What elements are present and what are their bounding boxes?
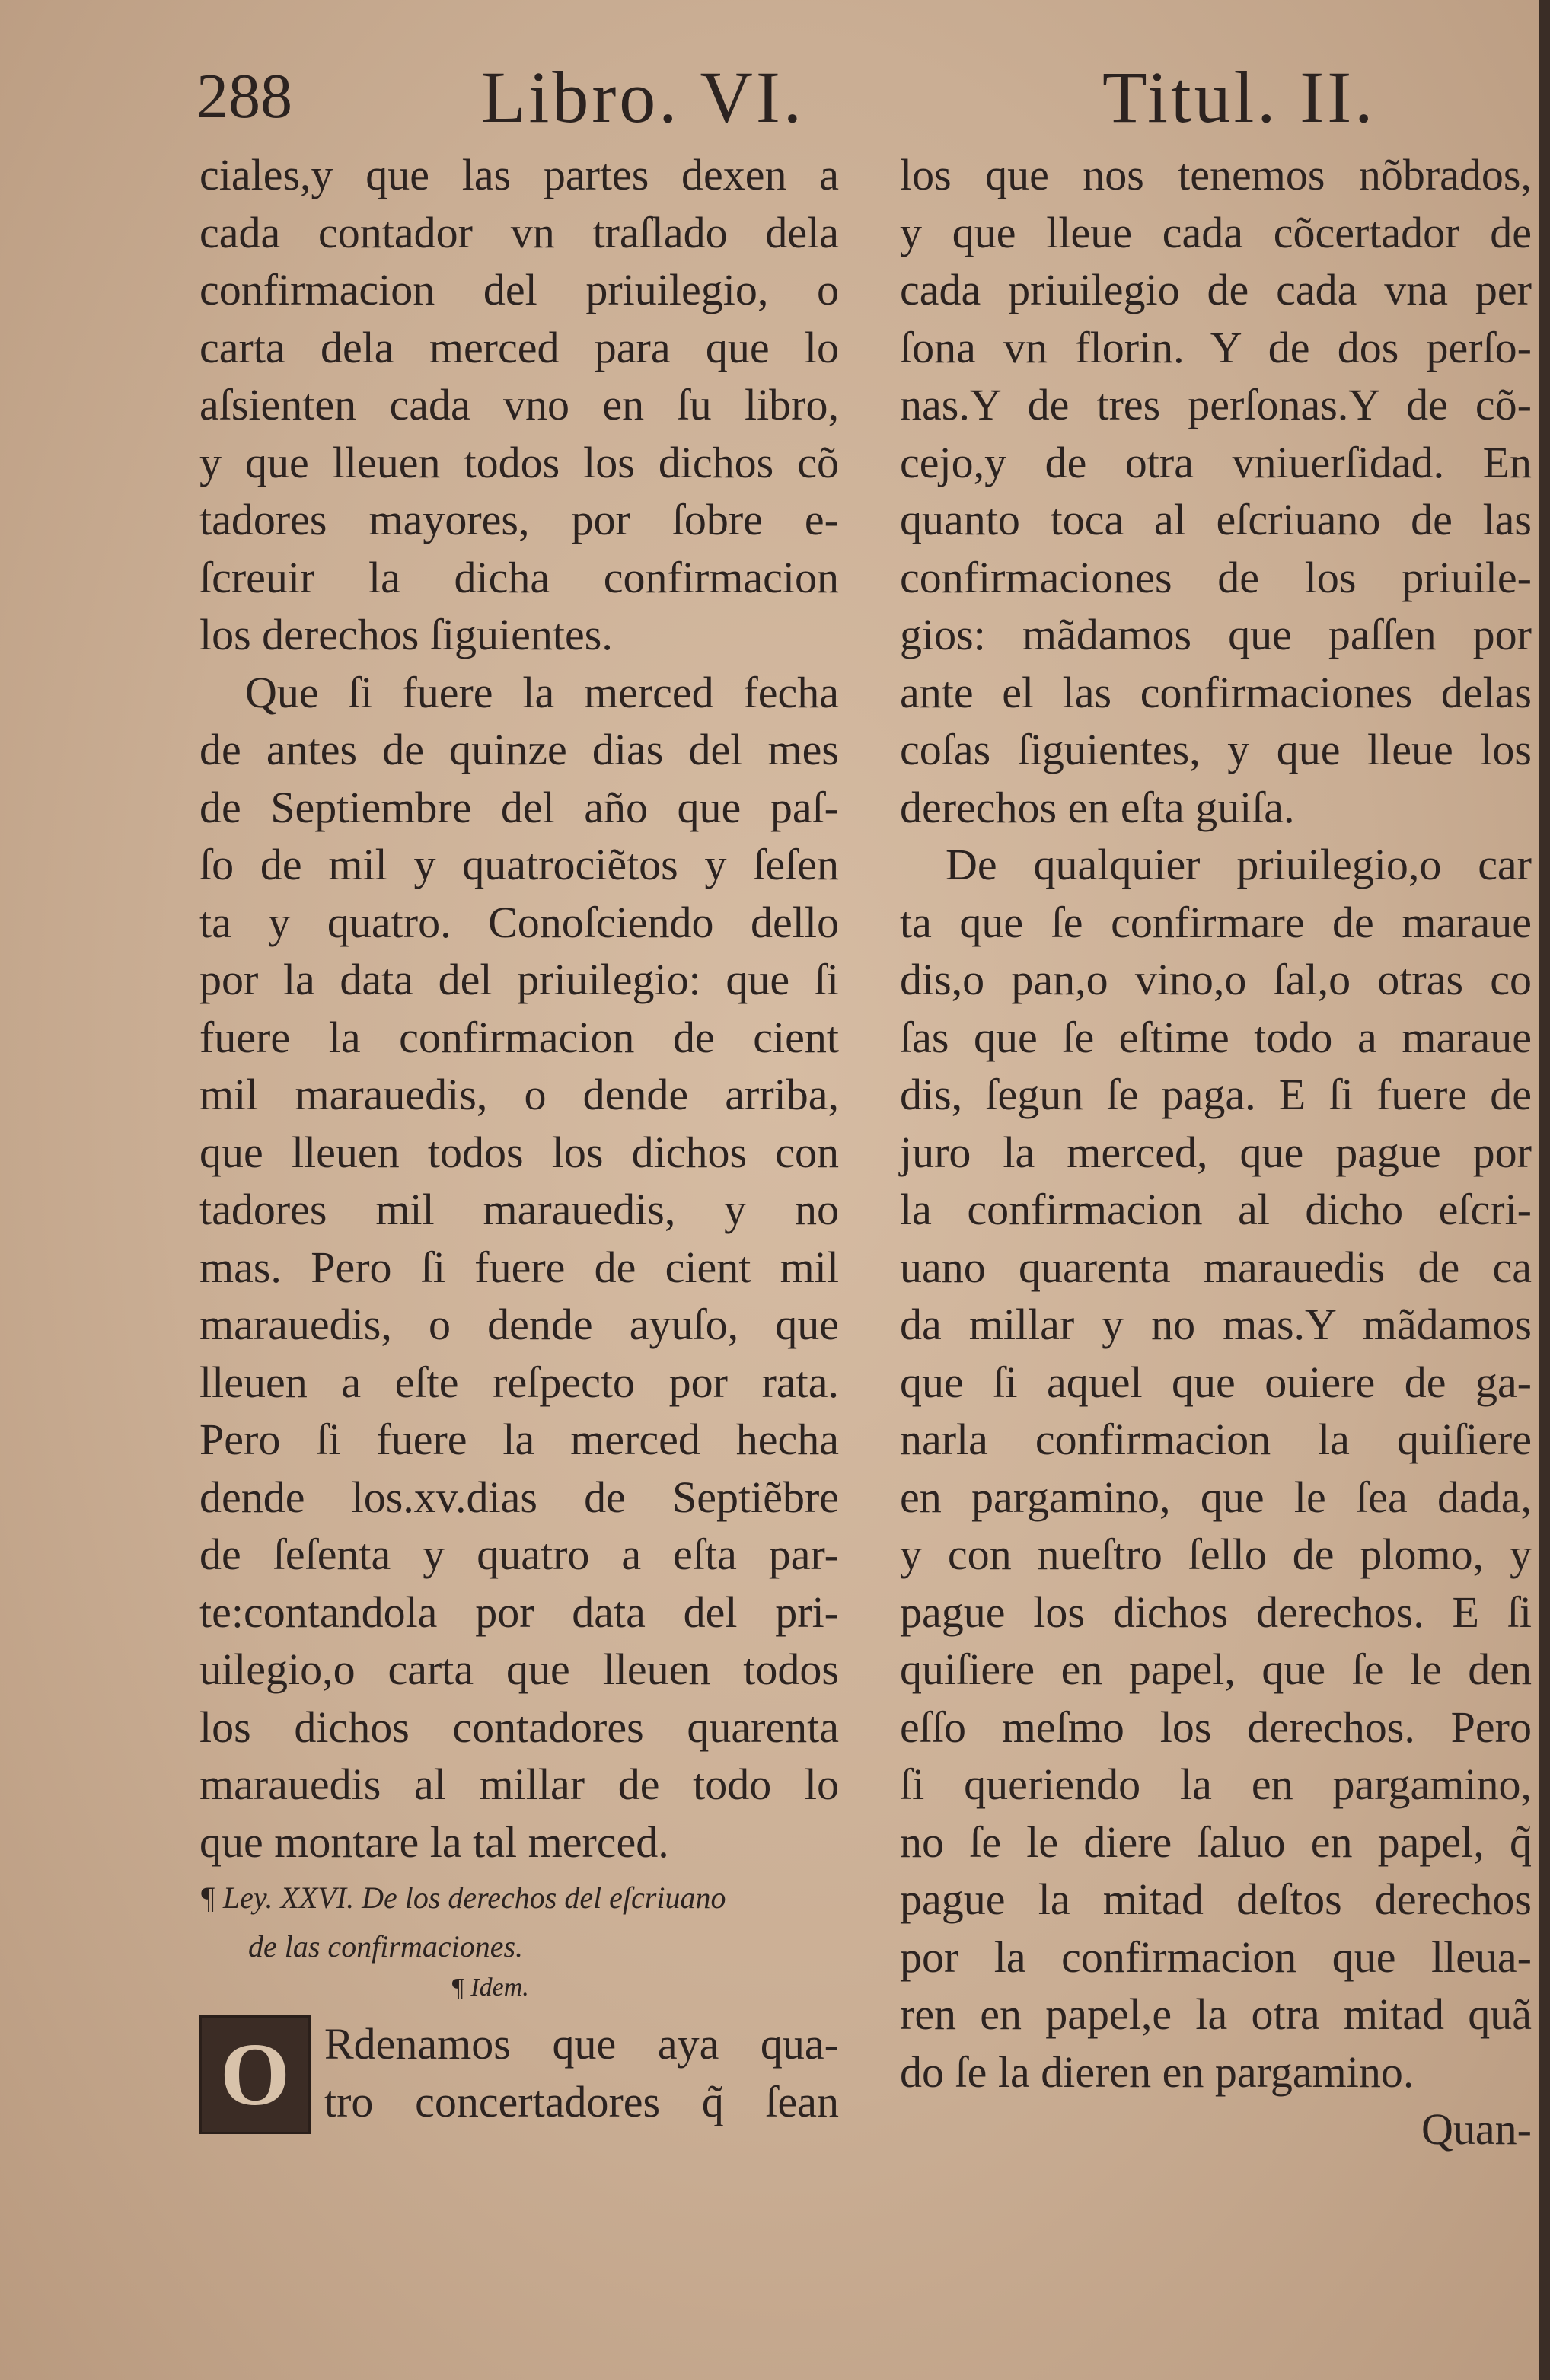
- text-line: por la confirmacion que lleua-: [900, 1932, 1532, 1982]
- text-line: ante el las confirmaciones delas: [900, 667, 1532, 717]
- text-line: dis, ſegun ſe paga. E ſi fuere de: [900, 1070, 1532, 1119]
- text-line: te:contandola por data del pri-: [199, 1587, 839, 1637]
- text-line: y que lleuen todos los dichos cõ: [199, 437, 839, 487]
- text-line: ſcreuir la dicha confirmacion: [199, 552, 839, 602]
- drop-cap-initial: [199, 2015, 311, 2134]
- law-heading: ¶ Ley. XXVI. De los derechos del eſcriuano: [199, 1881, 726, 1915]
- text-line: dende los.xv.dias de Septiẽbre: [199, 1472, 839, 1522]
- text-line: De qualquier priuilegio,o car: [946, 840, 1532, 889]
- text-line: marauedis al millar de todo lo: [199, 1759, 839, 1809]
- drop-cap-letter: O: [220, 2024, 290, 2124]
- text-line: Que ſi fuere la merced fecha: [245, 667, 839, 717]
- text-line: do ſe la dieren en pargamino.: [900, 2047, 1414, 2097]
- right-column: [900, 146, 1532, 2158]
- text-line: ſi queriendo la en pargamino,: [900, 1759, 1532, 1809]
- text-line: que ſi aquel que ouiere de ga-: [900, 1357, 1532, 1407]
- text-line: tadores mayores, por ſobre e-: [199, 495, 839, 544]
- book-label: Libro. VI.: [481, 56, 805, 138]
- text-line: quanto toca al eſcriuano de las: [900, 495, 1532, 544]
- page-edge: [1539, 0, 1550, 2380]
- text-line: quiſiere en papel, que ſe le den: [900, 1645, 1532, 1694]
- catchword: Quan-: [1421, 2104, 1532, 2154]
- text-line: juro la merced, que pague por: [900, 1127, 1532, 1177]
- page-number: 288: [196, 61, 292, 132]
- text-line: ſona vn florin. Y de dos perſo-: [900, 322, 1532, 372]
- text-line: uano quarenta marauedis de ca: [900, 1242, 1532, 1292]
- text-line: lleuen a eſte reſpecto por rata.: [199, 1357, 839, 1407]
- text-line: de ſeſenta y quatro a eſta par-: [199, 1530, 839, 1579]
- text-line: no ſe le diere ſaluo en papel, q̃: [900, 1817, 1532, 1867]
- text-line: que montare la tal merced.: [199, 1817, 669, 1867]
- text-line: los derechos ſiguientes.: [199, 610, 613, 659]
- text-line: tro concertadores q̃ ſean: [324, 2077, 839, 2126]
- text-line: nas.Y de tres perſonas.Y de cõ-: [900, 380, 1532, 429]
- text-line: ſas que ſe eſtime todo a maraue: [900, 1012, 1532, 1062]
- text-line: Rdenamos que aya qua-: [324, 2019, 839, 2069]
- text-line: ſo de mil y quatrociẽtos y ſeſen: [199, 840, 839, 889]
- title-label: Titul. II.: [1102, 56, 1376, 138]
- text-line: tadores mil marauedis, y no: [199, 1185, 839, 1234]
- text-line: los dichos contadores quarenta: [199, 1702, 839, 1752]
- text-line: marauedis, o dende ayuſo, que: [199, 1300, 839, 1349]
- law-heading-subtitle: de las confirmaciones.: [248, 1929, 524, 1964]
- text-line: por la data del priuilegio: que ſi: [199, 955, 839, 1004]
- text-line: eſſo meſmo los derechos. Pero: [900, 1702, 1532, 1752]
- text-line: gios: mãdamos que paſſen por: [900, 610, 1532, 659]
- text-line: cejo,y de otra vniuerſidad. En: [900, 437, 1532, 487]
- running-head: [0, 47, 1550, 138]
- left-column: [199, 146, 839, 2134]
- text-line: en pargamino, que le ſea dada,: [900, 1472, 1532, 1522]
- text-line: derechos en eſta guiſa.: [900, 782, 1295, 832]
- text-line: de Septiembre del año que paſ-: [199, 782, 839, 832]
- text-line: Pero ſi fuere la merced hecha: [199, 1415, 839, 1464]
- text-line: uilegio,o carta que lleuen todos: [199, 1645, 839, 1694]
- idem-note: ¶ Idem.: [451, 1973, 529, 2002]
- text-line: da millar y no mas.Y mãdamos: [900, 1300, 1532, 1349]
- decorated-initial-paragraph: [199, 2012, 839, 2134]
- text-line: cada priuilegio de cada vna per: [900, 265, 1532, 314]
- text-line: la confirmacion al dicho eſcri-: [900, 1185, 1532, 1234]
- text-line: mas. Pero ſi fuere de cient mil: [199, 1242, 839, 1292]
- text-line: los que nos tenemos nõbrados,: [900, 150, 1532, 199]
- text-line: y con nueſtro ſello de plomo, y: [900, 1530, 1532, 1579]
- text-line: ciales,y que las partes dexen a: [199, 150, 839, 199]
- text-line: ren en papel,e la otra mitad quã: [900, 1989, 1532, 2039]
- text-line: aſsienten cada vno en ſu libro,: [199, 380, 839, 429]
- text-line: y que lleue cada cõcertador de: [900, 207, 1532, 257]
- text-line: pague los dichos derechos. E ſi: [900, 1587, 1532, 1637]
- text-line: que lleuen todos los dichos con: [199, 1127, 839, 1177]
- text-line: carta dela merced para que lo: [199, 322, 839, 372]
- text-line: cada contador vn traſlado dela: [199, 207, 839, 257]
- text-line: confirmaciones de los priuile-: [900, 552, 1532, 602]
- text-line: fuere la confirmacion de cient: [199, 1012, 839, 1062]
- text-line: de antes de quinze dias del mes: [199, 725, 839, 774]
- text-line: coſas ſiguientes, y que lleue los: [900, 725, 1532, 774]
- text-line: pague la mitad deſtos derechos: [900, 1874, 1532, 1924]
- text-line: ta y quatro. Conoſciendo dello: [199, 897, 839, 947]
- text-line: confirmacion del priuilegio, o: [199, 265, 839, 314]
- text-line: dis,o pan,o vino,o ſal,o otras co: [900, 955, 1532, 1004]
- text-line: mil marauedis, o dende arriba,: [199, 1070, 839, 1119]
- text-line: ta que ſe confirmare de maraue: [900, 897, 1532, 947]
- text-line: narla confirmacion la quiſiere: [900, 1415, 1532, 1464]
